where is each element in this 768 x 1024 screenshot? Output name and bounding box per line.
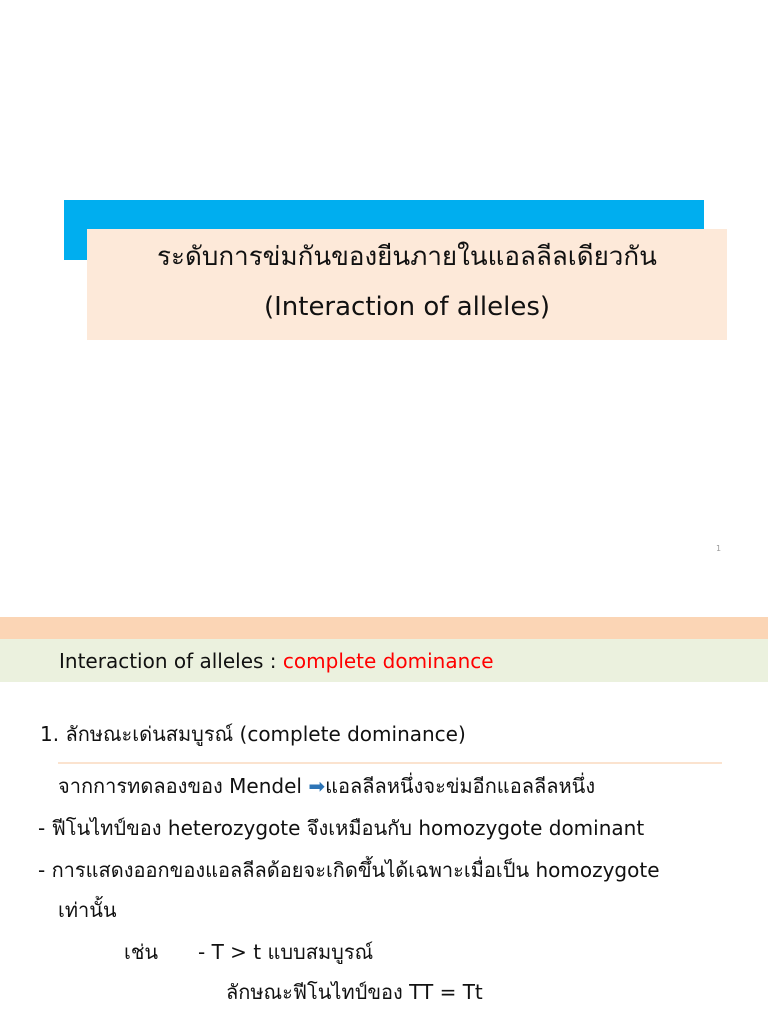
example-phenotype: ลักษณะฟีโนไทป์ของ TT = Tt — [226, 980, 483, 1004]
line1-rest: แอลลีลหนึ่งจะข่มอีกแอลลีลหนึ่ง — [325, 774, 596, 798]
body-line-2: - ฟีโนไทป์ของ heterozygote จึงเหมือนกับ homozygote dominant — [38, 816, 645, 840]
slide-title-english: (Interaction of alleles) — [263, 292, 551, 322]
slide-2-header — [0, 639, 768, 682]
page-number: 1 — [716, 544, 722, 553]
section-heading: 1. ลักษณะเด่นสมบูรณ์ (complete dominance) — [40, 722, 466, 746]
header-prefix: Interaction of alleles : — [59, 649, 283, 673]
example-rule: - T > t แบบสมบูรณ์ — [198, 940, 374, 964]
slide-2-header-text — [59, 647, 494, 675]
header-highlight: complete dominance — [282, 649, 494, 673]
body-line-1 — [58, 772, 595, 800]
example-label: เช่น — [124, 940, 159, 964]
slide-2-top-band — [0, 617, 768, 639]
body-line-3-continuation: เท่านั้น — [58, 898, 117, 922]
title-box — [87, 229, 727, 340]
line1-text: จากการทดลองของ Mendel — [58, 774, 309, 798]
right-arrow-icon: ➡ — [308, 774, 326, 798]
body-line-3: - การแสดงออกของแอลลีลด้อยจะเกิดขึ้นได้เฉพาะเมื่อเป็น homozygote — [38, 858, 660, 882]
divider — [58, 762, 722, 764]
slide-title-thai: ระดับการข่มกันของยีนภายในแอลลีลเดียวกัน — [157, 242, 657, 272]
